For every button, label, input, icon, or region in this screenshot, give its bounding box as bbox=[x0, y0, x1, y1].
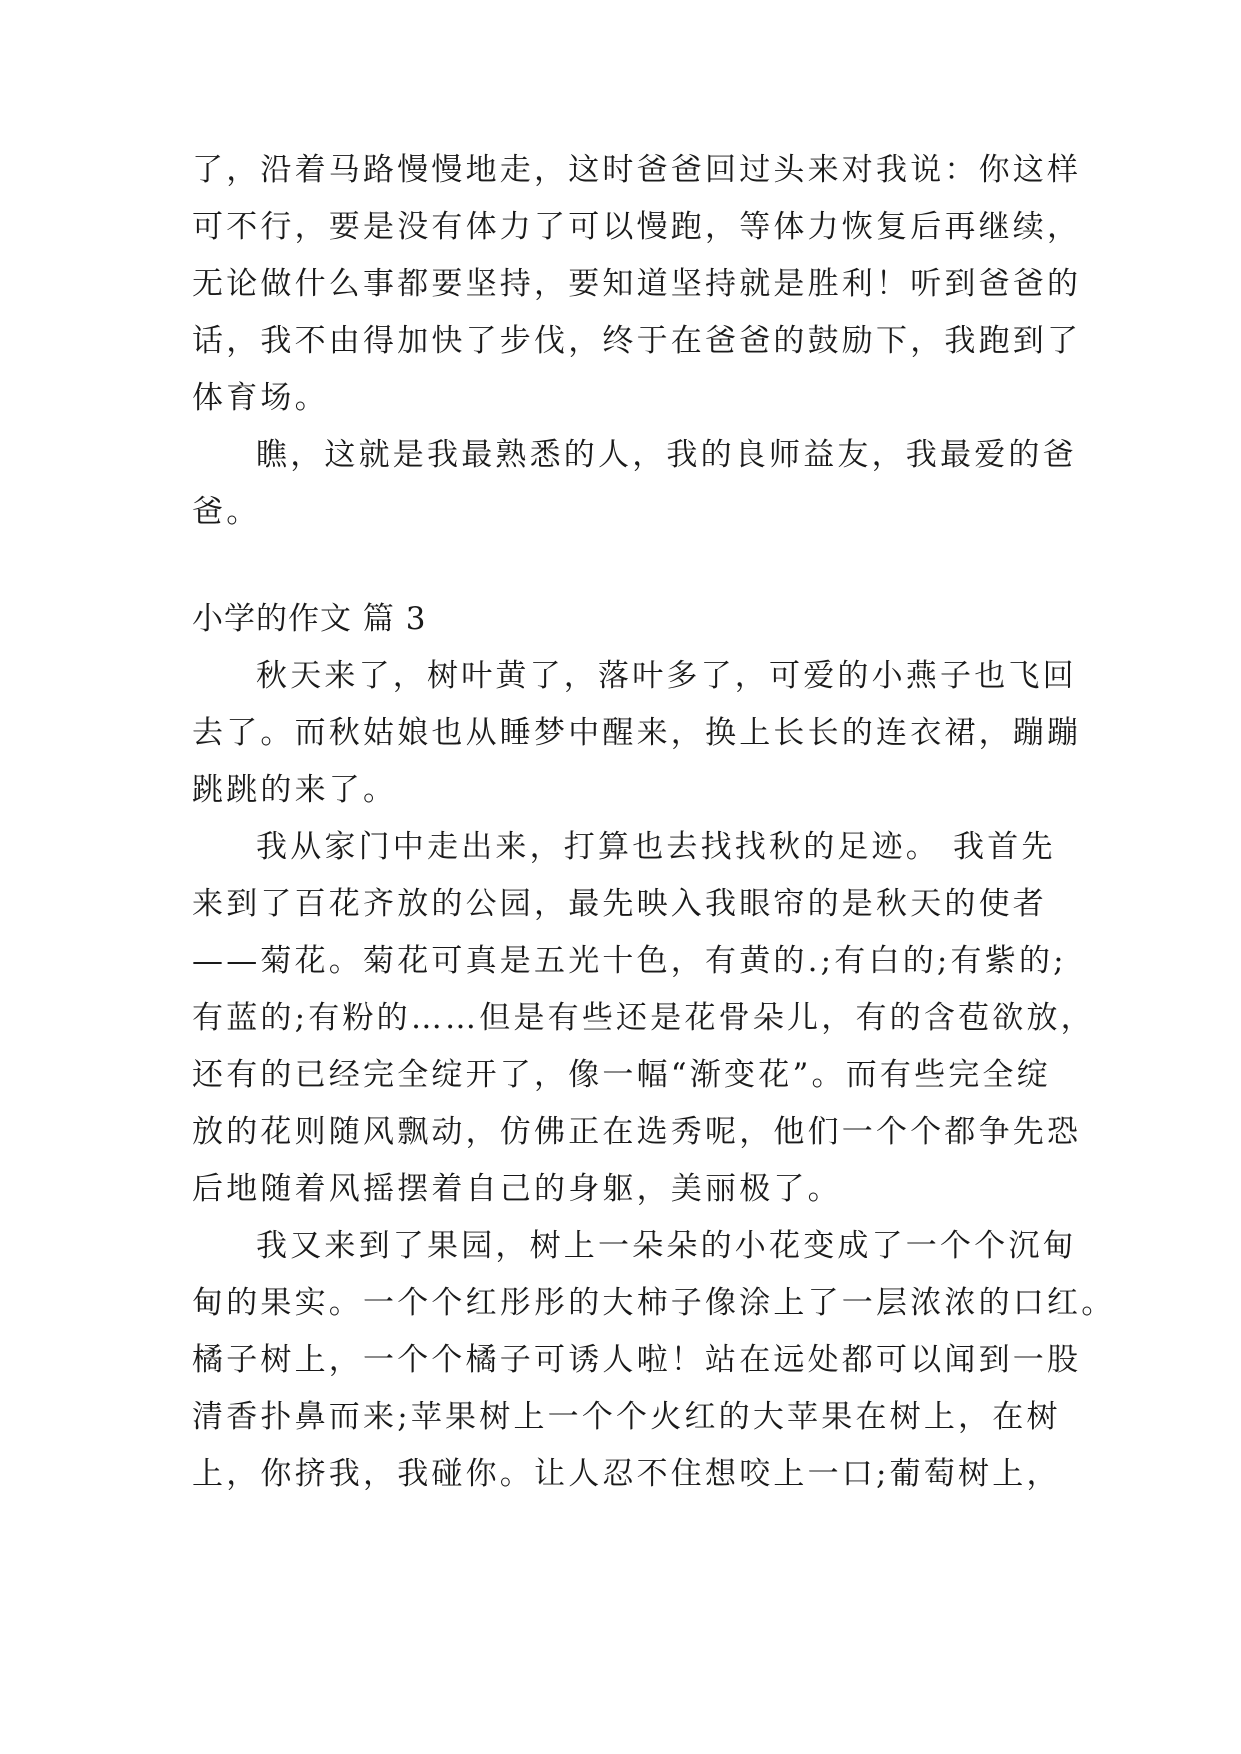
paragraph-line: 还有的已经完全绽开了，像一幅“渐变花”。而有些完全绽 bbox=[192, 1057, 1051, 1093]
paragraph-line: 橘子树上，一个个橘子可诱人啦！站在远处都可以闻到一股 bbox=[192, 1342, 1082, 1378]
paragraph-line: 我又来到了果园，树上一朵朵的小花变成了一个个沉甸 bbox=[256, 1228, 1077, 1264]
paragraph-line: 跳跳的来了。 bbox=[192, 772, 398, 808]
section-heading: 小学的作文 篇 3 bbox=[192, 601, 427, 637]
paragraph-line: 瞧，这就是我最熟悉的人，我的良师益友，我最爱的爸 bbox=[256, 437, 1077, 473]
paragraph-line: 清香扑鼻而来;苹果树上一个个火红的大苹果在树上，在树 bbox=[192, 1399, 1061, 1435]
paragraph-line: 后地随着风摇摆着自己的身躯，美丽极了。 bbox=[192, 1171, 842, 1207]
paragraph-line: 去了。而秋姑娘也从睡梦中醒来，换上长长的连衣裙，蹦蹦 bbox=[192, 715, 1082, 751]
paragraph-line: 秋天来了，树叶黄了，落叶多了，可爱的小燕子也飞回 bbox=[256, 658, 1077, 694]
paragraph-line: 放的花则随风飘动，仿佛正在选秀呢，他们一个个都争先恐 bbox=[192, 1114, 1082, 1150]
paragraph-line: 来到了百花齐放的公园，最先映入我眼帘的是秋天的使者 bbox=[192, 886, 1047, 922]
paragraph-line: 无论做什么事都要坚持，要知道坚持就是胜利！听到爸爸的 bbox=[192, 266, 1082, 302]
paragraph-line: 我从家门中走出来，打算也去找找秋的足迹。 我首先 bbox=[256, 829, 1056, 865]
paragraph-line: 话，我不由得加快了步伐，终于在爸爸的鼓励下，我跑到了 bbox=[192, 323, 1082, 359]
paragraph-line: 可不行，要是没有体力了可以慢跑，等体力恢复后再继续， bbox=[192, 209, 1082, 245]
paragraph-line: 体育场。 bbox=[192, 380, 329, 416]
paragraph-line: 甸的果实。一个个红彤彤的大柿子像涂上了一层浓浓的口红。 bbox=[192, 1285, 1116, 1321]
paragraph-line: 有蓝的;有粉的……但是有些还是花骨朵儿，有的含苞欲放， bbox=[192, 1000, 1095, 1036]
paragraph-line: 上，你挤我，我碰你。让人忍不住想咬上一口;葡萄树上， bbox=[192, 1456, 1061, 1492]
paragraph-line: ——菊花。菊花可真是五光十色，有黄的.;有白的;有紫的; bbox=[192, 943, 1067, 979]
paragraph-line: 爸。 bbox=[192, 494, 261, 530]
paragraph-line: 了，沿着马路慢慢地走，这时爸爸回过头来对我说：你这样 bbox=[192, 152, 1082, 188]
